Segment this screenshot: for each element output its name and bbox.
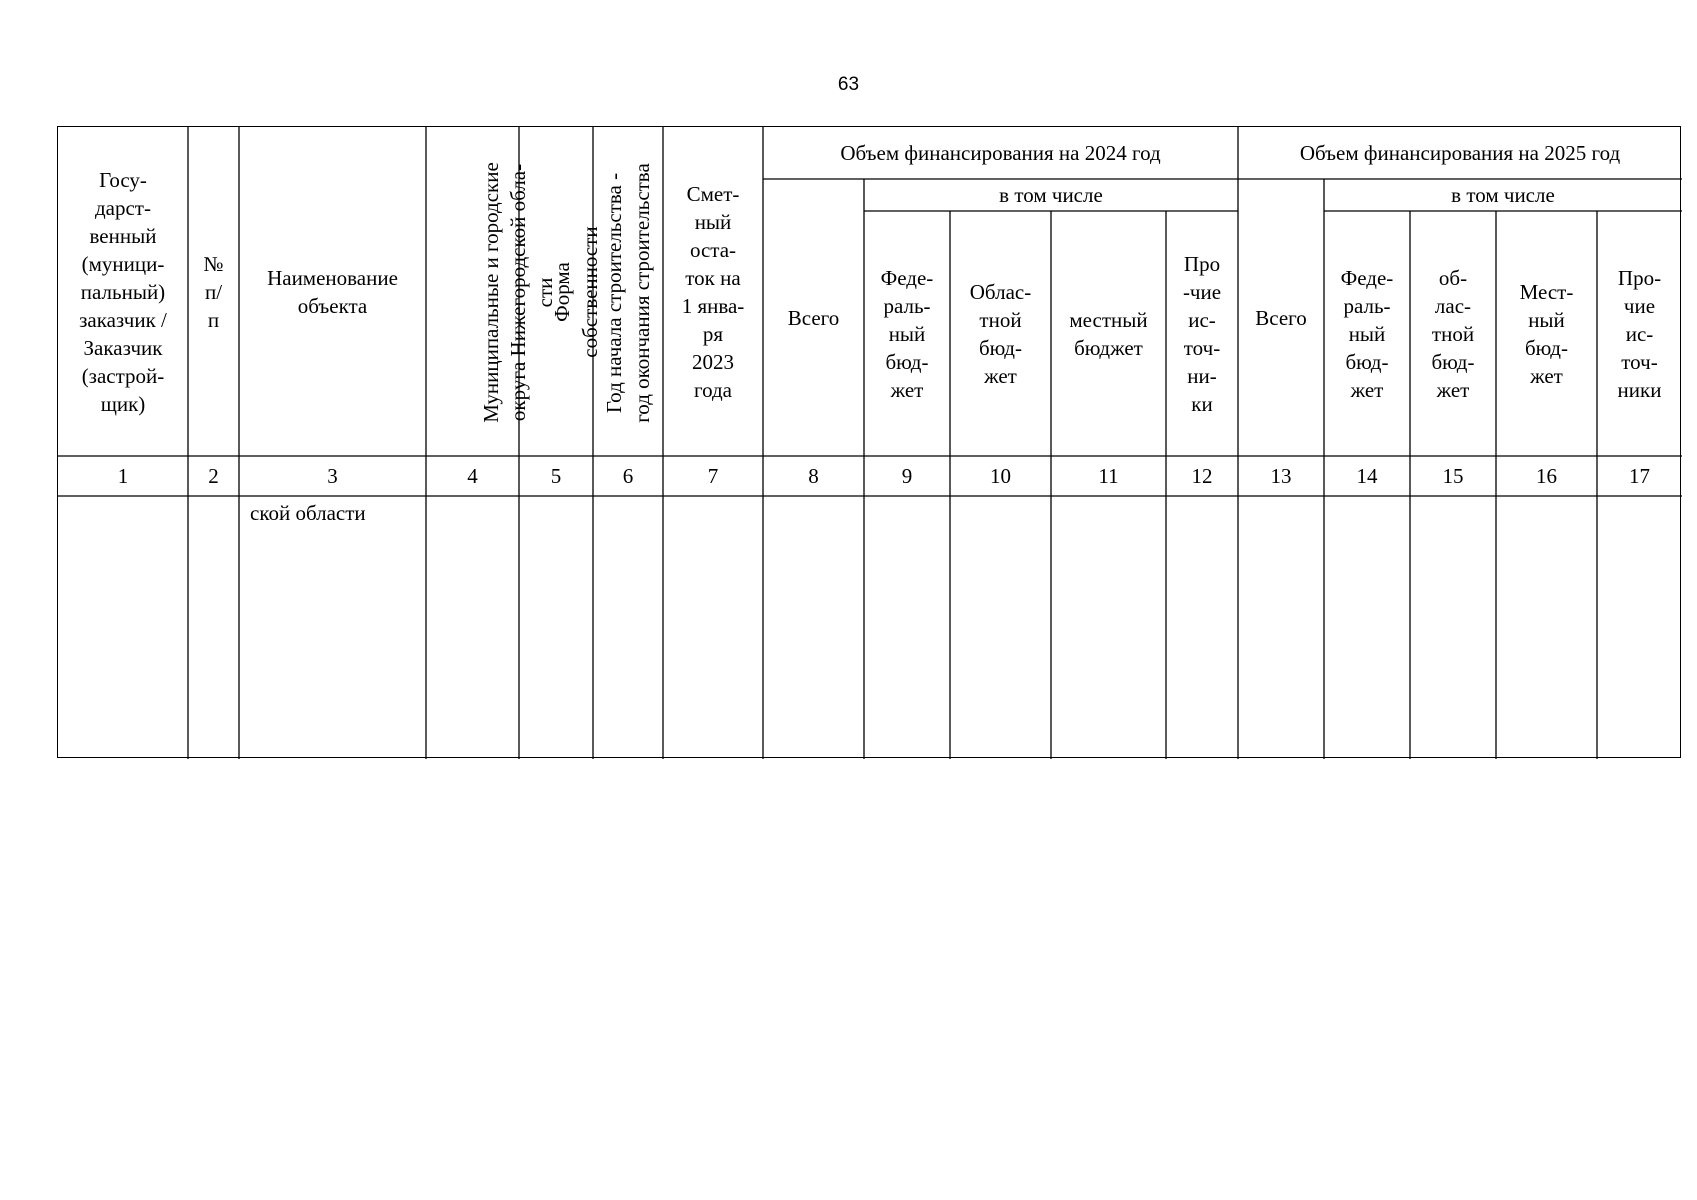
header-financing-2024: Объем финансирования на 2024 год [840, 141, 1161, 165]
header-including-2025: в том числе [1451, 183, 1555, 207]
column-number: 16 [1536, 464, 1557, 488]
column-number: 2 [208, 464, 219, 488]
column-number: 14 [1356, 464, 1378, 488]
header-ownership-form: Форма собственности [550, 226, 602, 358]
page-number: 63 [837, 74, 860, 95]
column-number: 3 [327, 464, 338, 488]
header-number: № п/ п [203, 251, 224, 332]
row-object-name: ской области [250, 501, 366, 525]
header-federal-budget-2025: Феде- раль- ный бюд- жет [1340, 265, 1394, 402]
header-federal-budget-2024: Феде- раль- ный бюд- жет [880, 265, 934, 402]
column-number: 6 [622, 464, 634, 488]
financing-table [57, 126, 1681, 758]
column-number: 15 [1442, 464, 1464, 488]
header-financing-2025: Объем финансирования на 2025 год [1299, 141, 1621, 165]
header-municipal-districts: Муниципальные и городские округа Нижегородской обла- сти [479, 162, 557, 423]
column-number: 12 [1191, 464, 1213, 488]
column-number: 5 [550, 464, 562, 488]
header-regional-budget-2024: Облас- тной бюд- жет [969, 279, 1032, 388]
column-number: 11 [1098, 464, 1119, 488]
header-customer: Госу- дарст- венный (муници- пальный) заказчик / Заказчик (застрой- щик) [79, 167, 167, 416]
header-local-budget-2024: местный бюджет [1069, 307, 1148, 360]
column-number: 8 [808, 464, 819, 488]
header-total-2025: Всего [1255, 305, 1307, 330]
header-total-2024: Всего [787, 305, 840, 330]
column-number: 9 [901, 464, 913, 488]
header-regional-budget-2025: об- лас- тной бюд- жет [1431, 265, 1475, 402]
header-including-2024: в том числе [999, 183, 1103, 207]
column-number: 10 [990, 464, 1011, 488]
header-local-budget-2025: Мест- ный бюд- жет [1519, 279, 1574, 388]
header-other-sources-2024: Про -чие ис- точ- ни- ки [1182, 251, 1222, 416]
header-construction-years: Год начала строительства - год окончания строительства [602, 163, 654, 423]
column-number: 1 [117, 464, 129, 488]
column-number: 13 [1270, 464, 1292, 488]
header-estimated-balance: Смет- ный оста- ток на 1 янва- ря 2023 года [681, 181, 745, 402]
column-number: 17 [1629, 464, 1650, 488]
column-number: 7 [707, 464, 719, 488]
column-number: 4 [467, 464, 478, 488]
header-other-sources-2025: Про- чие ис- точ- ники [1617, 265, 1662, 402]
header-object-name: Наименование объекта [267, 265, 398, 318]
